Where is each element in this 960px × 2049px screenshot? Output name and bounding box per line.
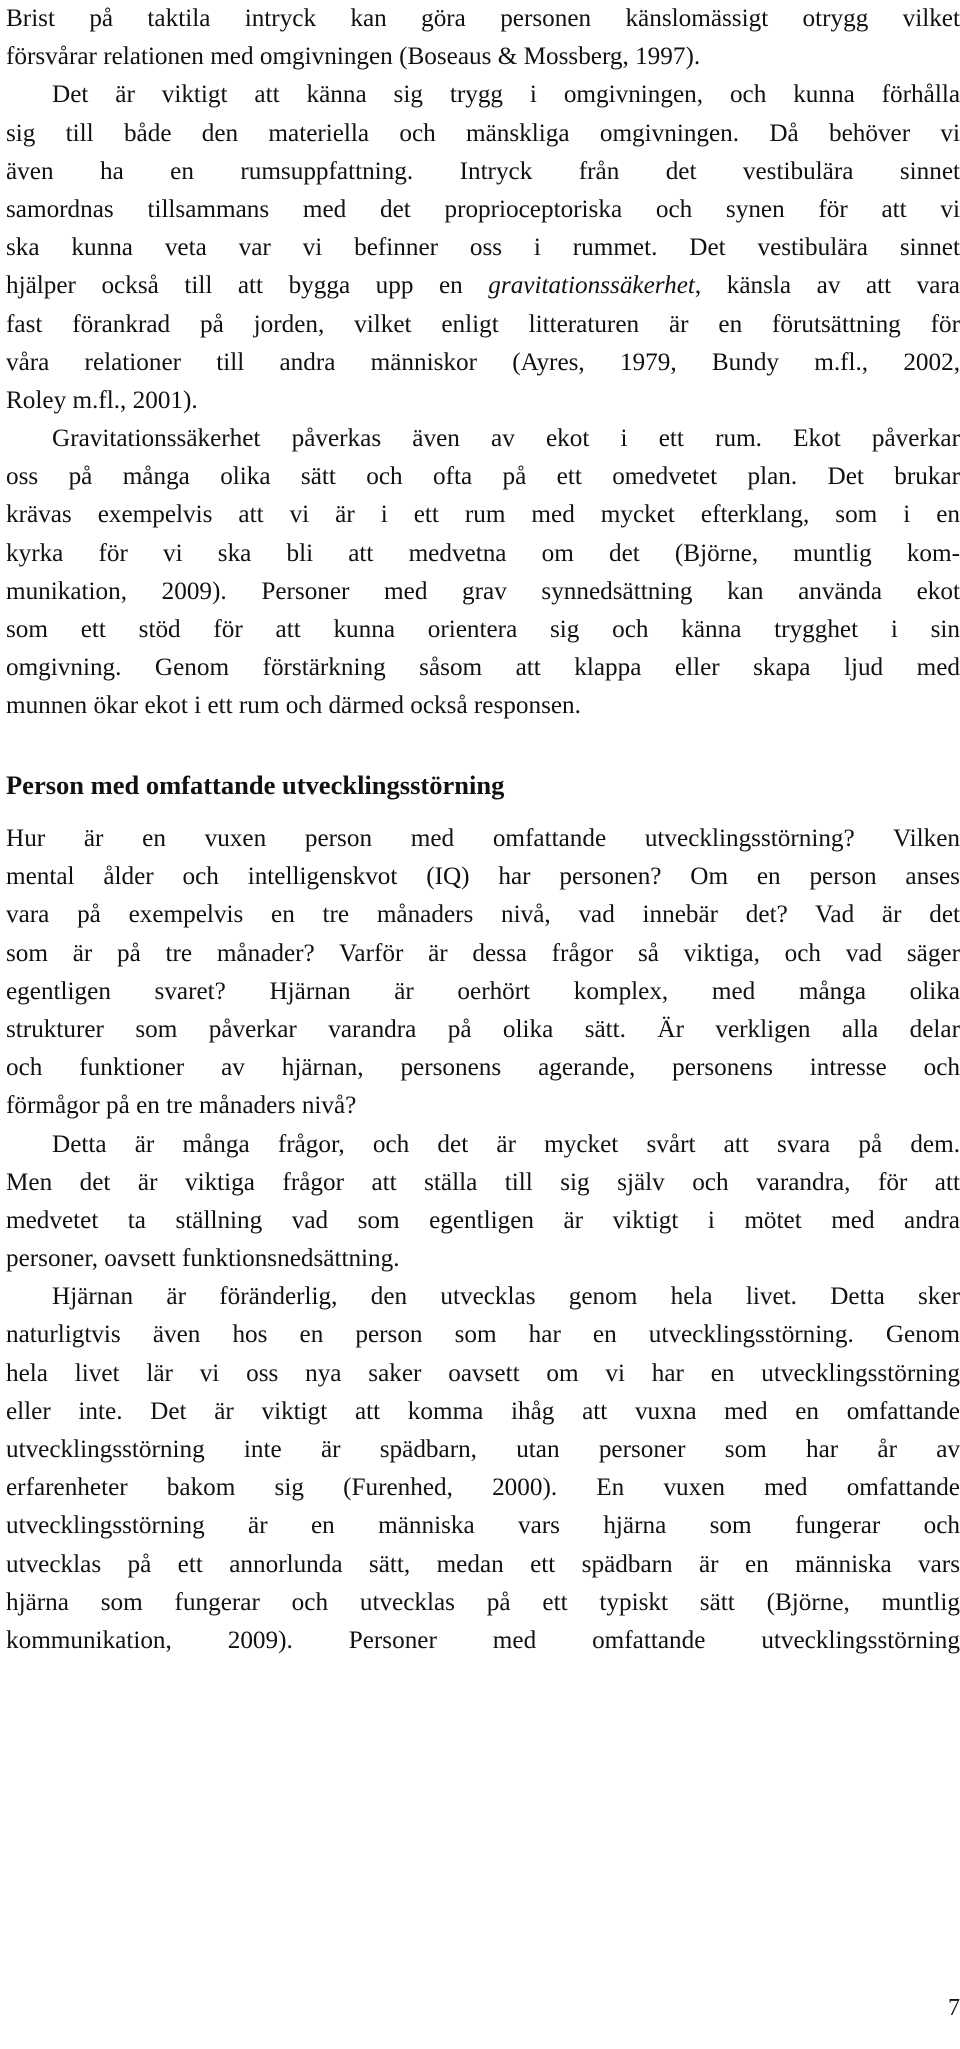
- text-line: Hur är en vuxen person med omfattande utvecklingsstörning? Vilken: [6, 825, 960, 852]
- text-line: strukturer som påverkar varandra på olika sätt. Är verkligen alla delar: [6, 1015, 960, 1043]
- text-line: naturligtvis även hos en person som har en utvecklingsstörning. Genom: [6, 1321, 960, 1349]
- text-line: kyrka för vi ska bli att medvetna om det (Björne, muntlig kom-: [6, 539, 960, 567]
- text-line: kommunikation, 2009). Personer med omfattande utvecklingsstörning: [6, 1626, 960, 1654]
- text-line: egentligen svaret? Hjärnan är oerhört komplex, med många olika: [6, 977, 960, 1005]
- emphasized-term: gravitationssäkerhet: [488, 272, 695, 300]
- text-line: som är på tre månader? Varför är dessa frågor så viktiga, och vad säger: [6, 939, 960, 967]
- text-line: som ett stöd för att kunna orientera sig och känna trygghet i sin: [6, 616, 960, 643]
- text-fragment: , känsla av att vara: [694, 272, 960, 300]
- page-number: 7: [948, 1995, 960, 2021]
- text-line: Detta är många frågor, och det är mycket svårt att svara på dem.: [52, 1130, 960, 1158]
- text-line: medvetet ta ställning vad som egentligen är viktigt i mötet med andra: [6, 1206, 960, 1234]
- body-text-section-2: [6, 820, 960, 1660]
- section-heading: Person med omfattande utvecklingsstörning: [6, 770, 505, 800]
- text-line: erfarenheter bakom sig (Furenhed, 2000). En vuxen med omfattande: [6, 1474, 960, 1502]
- text-line: munikation, 2009). Personer med grav synnedsättning kan använda ekot: [6, 577, 960, 605]
- text-line: personer, oavsett funktionsnedsättning.: [6, 1245, 400, 1273]
- text-line: och funktioner av hjärnan, personens agerande, personens intresse och: [6, 1054, 960, 1082]
- text-line: även ha en rumsuppfattning. Intryck från det vestibulära sinnet: [6, 157, 960, 185]
- text-line: våra relationer till andra människor (Ayres, 1979, Bundy m.fl., 2002,: [6, 348, 960, 376]
- text-line: Men det är viktiga frågor att ställa till sig själv och varandra, för att: [6, 1168, 960, 1196]
- text-line: Gravitationssäkerhet påverkas även av ekot i ett rum. Ekot påverkar: [52, 425, 960, 453]
- text-line: utvecklingsstörning är en människa vars hjärna som fungerar och: [6, 1512, 960, 1540]
- text-line-with-emphasis: [6, 267, 960, 305]
- text-line: utvecklingsstörning inte är spädbarn, utan personer som har år av: [6, 1436, 960, 1463]
- text-line: munnen ökar ekot i ett rum och därmed också responsen.: [6, 692, 581, 720]
- text-line: utvecklas på ett annorlunda sätt, medan ett spädbarn är en människa vars: [6, 1550, 960, 1578]
- text-line: mental ålder och intelligenskvot (IQ) har personen? Om en person anses: [6, 863, 960, 891]
- text-line: samordnas tillsammans med det proprioceptoriska och synen för att vi: [6, 195, 960, 223]
- text-line: oss på många olika sätt och ofta på ett omedvetet plan. Det brukar: [6, 463, 960, 491]
- text-line: förmågor på en tre månaders nivå?: [6, 1092, 357, 1120]
- body-text-section-1: [6, 0, 960, 726]
- text-line: hela livet lär vi oss nya saker oavsett om vi har en utvecklingsstörning: [6, 1359, 960, 1387]
- text-line: omgivning. Genom förstärkning såsom att klappa eller skapa ljud med: [6, 654, 960, 682]
- text-line: Det är viktigt att känna sig trygg i omgivningen, och kunna förhålla: [52, 81, 960, 109]
- text-fragment: hjälper också till att bygga upp en: [6, 272, 489, 300]
- text-line: ska kunna veta var vi befinner oss i rummet. Det vestibulära sinnet: [6, 234, 960, 262]
- text-line: Brist på taktila intryck kan göra personen känslomässigt otrygg vilket: [6, 5, 960, 32]
- text-line: Hjärnan är föränderlig, den utvecklas genom hela livet. Detta sker: [52, 1283, 960, 1311]
- text-line: hjärna som fungerar och utvecklas på ett typiskt sätt (Björne, muntlig: [6, 1588, 960, 1616]
- text-line: sig till både den materiella och mänskliga omgivningen. Då behöver vi: [6, 119, 960, 147]
- text-line: försvårar relationen med omgivningen (Boseaus & Mossberg, 1997).: [6, 43, 701, 71]
- text-line: fast förankrad på jorden, vilket enligt litteraturen är en förutsättning för: [6, 310, 960, 338]
- text-line: vara på exempelvis en tre månaders nivå, vad innebär det? Vad är det: [6, 901, 960, 929]
- text-line: eller inte. Det är viktigt att komma ihåg att vuxna med en omfattande: [6, 1397, 960, 1425]
- text-line: krävas exempelvis att vi är i ett rum med mycket efterklang, som i en: [6, 501, 960, 529]
- text-line: Roley m.fl., 2001).: [6, 386, 198, 414]
